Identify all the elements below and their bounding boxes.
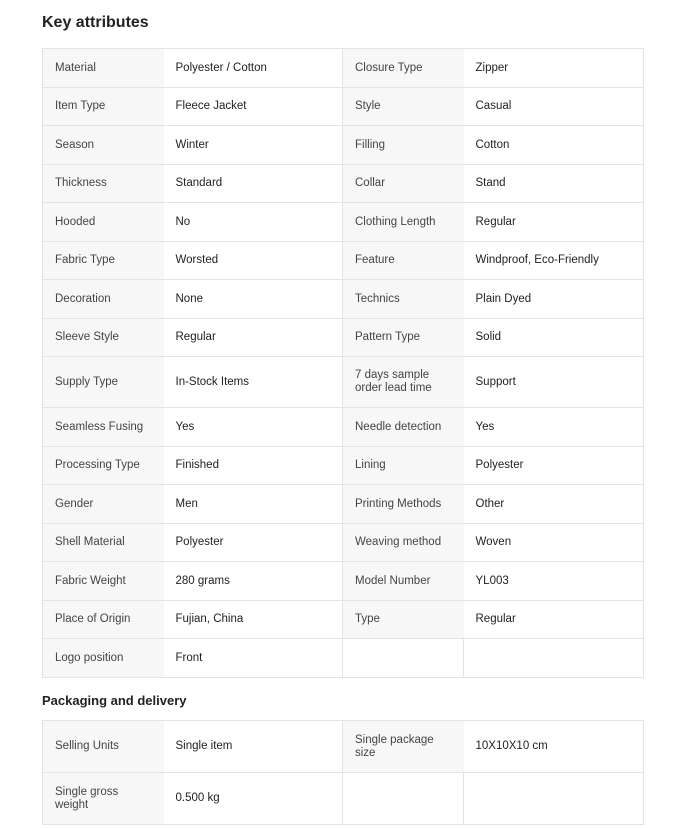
attribute-value: No [164, 203, 343, 242]
attribute-value: Solid [464, 319, 644, 357]
attribute-value: Polyester / Cotton [164, 49, 343, 88]
attribute-label: Gender [43, 485, 164, 524]
attribute-label: Pattern Type [343, 319, 464, 357]
attribute-value: Finished [164, 447, 343, 485]
attribute-row [43, 357, 644, 408]
attribute-value: Other [464, 485, 644, 524]
attribute-label: Processing Type [43, 447, 164, 485]
attribute-label: Place of Origin [43, 601, 164, 639]
attribute-row [43, 203, 644, 242]
attribute-value: Plain Dyed [464, 280, 644, 319]
attribute-row [43, 165, 644, 203]
attribute-value: Front [164, 639, 343, 678]
attribute-label: 7 days sample order lead time [343, 357, 464, 408]
attribute-row [43, 639, 644, 678]
attribute-label: Technics [343, 280, 464, 319]
empty-cell [464, 773, 644, 825]
attribute-row [43, 524, 644, 562]
attribute-row [43, 49, 644, 88]
attribute-value: Windproof, Eco-Friendly [464, 242, 644, 280]
empty-cell [464, 639, 644, 678]
attribute-value: 0.500 kg [164, 773, 343, 825]
attribute-value: Winter [164, 126, 343, 165]
attribute-row [43, 242, 644, 280]
attribute-label: Item Type [43, 88, 164, 126]
attribute-value: Fujian, China [164, 601, 343, 639]
attribute-value: Regular [164, 319, 343, 357]
attribute-label: Fabric Type [43, 242, 164, 280]
attribute-label: Feature [343, 242, 464, 280]
attribute-label: Seamless Fusing [43, 408, 164, 447]
attribute-label: Single gross weight [43, 773, 164, 825]
attribute-row [43, 408, 644, 447]
attribute-value: 10X10X10 cm [464, 721, 644, 773]
attribute-label: Shell Material [43, 524, 164, 562]
attribute-label: Style [343, 88, 464, 126]
attribute-value: Casual [464, 88, 644, 126]
attribute-row [43, 88, 644, 126]
attribute-label: Thickness [43, 165, 164, 203]
attribute-label: Needle detection [343, 408, 464, 447]
attribute-label: Material [43, 49, 164, 88]
attribute-label: Supply Type [43, 357, 164, 408]
attribute-label: Single package size [343, 721, 464, 773]
key-attributes-title: Key attributes [42, 14, 149, 31]
attribute-value: Woven [464, 524, 644, 562]
attribute-value: Single item [164, 721, 343, 773]
attribute-label: Selling Units [43, 721, 164, 773]
attribute-label: Closure Type [343, 49, 464, 88]
attribute-value: YL003 [464, 562, 644, 601]
attribute-row [43, 562, 644, 601]
attribute-label: Logo position [43, 639, 164, 678]
attribute-row [43, 773, 644, 825]
packaging-table [42, 720, 644, 825]
attribute-row [43, 721, 644, 773]
attribute-value: Standard [164, 165, 343, 203]
attribute-value: In-Stock Items [164, 357, 343, 408]
attribute-label: Clothing Length [343, 203, 464, 242]
packaging-title: Packaging and delivery [42, 693, 187, 708]
attribute-value: Polyester [164, 524, 343, 562]
attribute-label: Decoration [43, 280, 164, 319]
attribute-value: Zipper [464, 49, 644, 88]
attribute-label: Hooded [43, 203, 164, 242]
attribute-value: Regular [464, 601, 644, 639]
attribute-value: Worsted [164, 242, 343, 280]
attribute-row [43, 280, 644, 319]
attribute-row [43, 601, 644, 639]
attribute-value: Regular [464, 203, 644, 242]
attribute-value: Yes [464, 408, 644, 447]
attribute-value: Support [464, 357, 644, 408]
empty-cell [343, 773, 464, 825]
attribute-label: Model Number [343, 562, 464, 601]
attribute-value: Cotton [464, 126, 644, 165]
attribute-label: Season [43, 126, 164, 165]
attribute-label: Filling [343, 126, 464, 165]
attribute-label: Printing Methods [343, 485, 464, 524]
attribute-label: Lining [343, 447, 464, 485]
attribute-value: 280 grams [164, 562, 343, 601]
attribute-value: Stand [464, 165, 644, 203]
empty-cell [343, 639, 464, 678]
attribute-label: Fabric Weight [43, 562, 164, 601]
attribute-value: Yes [164, 408, 343, 447]
attribute-value: Fleece Jacket [164, 88, 343, 126]
attribute-label: Type [343, 601, 464, 639]
attribute-value: Men [164, 485, 343, 524]
attribute-row [43, 126, 644, 165]
attribute-row [43, 485, 644, 524]
attribute-row [43, 447, 644, 485]
attribute-label: Collar [343, 165, 464, 203]
key-attributes-table [42, 48, 644, 678]
attribute-label: Weaving method [343, 524, 464, 562]
attribute-row [43, 319, 644, 357]
attribute-value: None [164, 280, 343, 319]
attribute-value: Polyester [464, 447, 644, 485]
attribute-label: Sleeve Style [43, 319, 164, 357]
